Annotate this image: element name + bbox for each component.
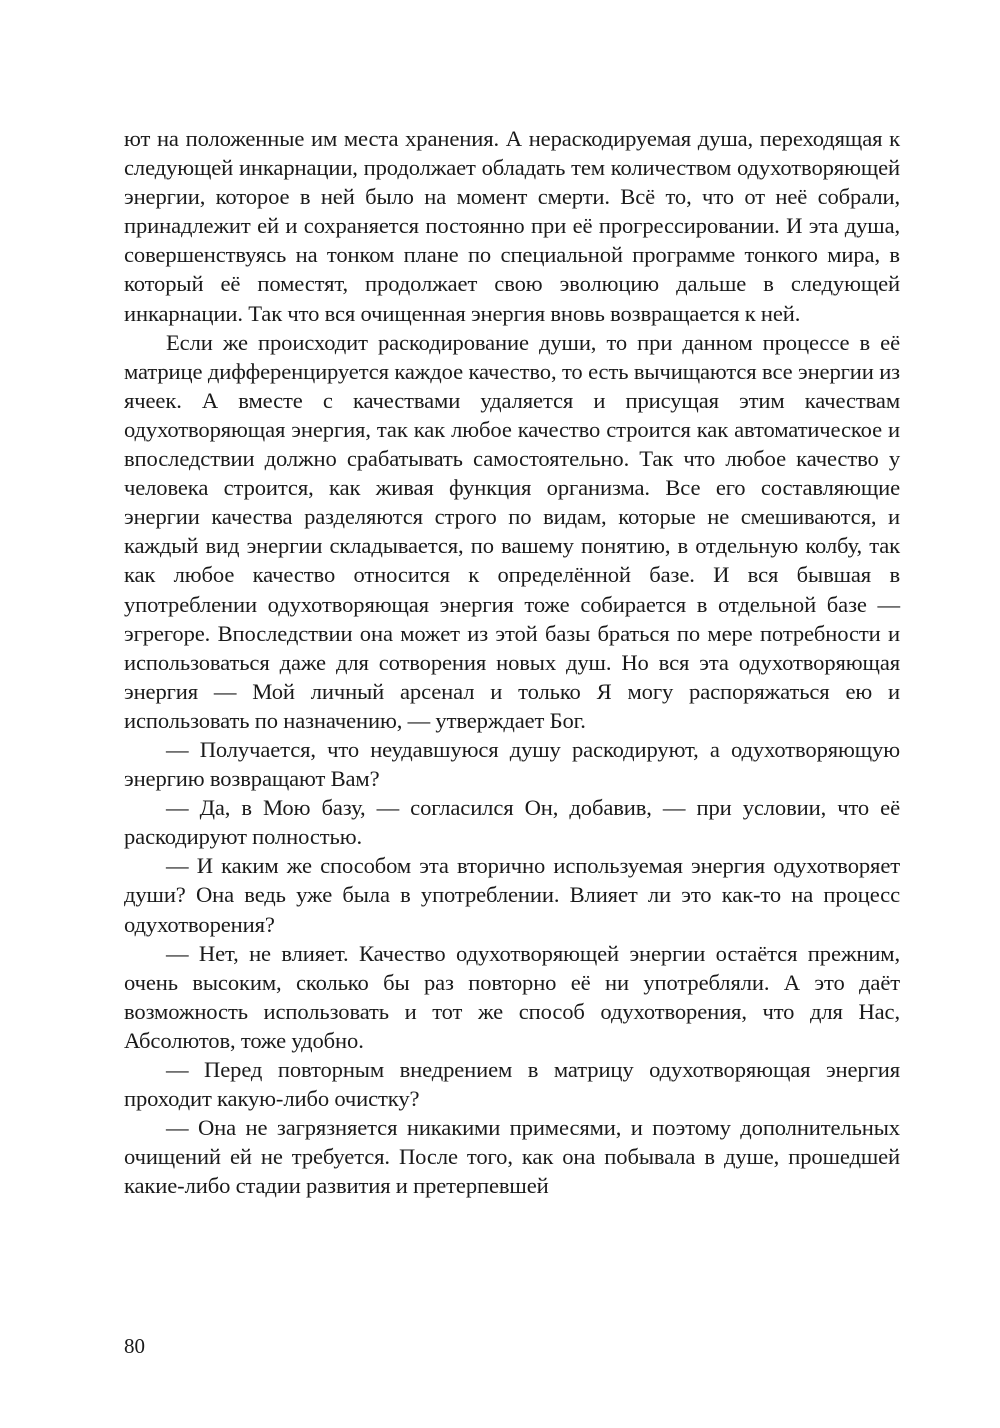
dialogue-paragraph: — Нет, не влияет. Качество одухотворяющей энергии остаётся прежним, очень высоким, сколько бы раз повторно её ни употребляли. А это даёт возможность использовать и тот же способ одухотворения, что для Нас, Абсолютов, тоже удобно. [124,940,900,1053]
paragraph: Если же происходит раскодирование души, то при данном процессе в её матрице дифференцируется каждое качество, то есть вычищаются все энергии из ячеек. А вместе с качествами удаляется и присущая этим качествам одухотворяющая энергия, так как любое качество строится как автоматическое и впоследствии должно срабатывать самостоятельно. Так что любое качество у человека строится, как живая функция организма. Все его составляющие энергии качества разделяются строго по видам, которые не смешиваются, и каждый вид энергии складывается, по вашему понятию, в отдельную колбу, так как любое качество относится к определённой базе. И вся бывшая в употреблении одухотворяющая энергия тоже собирается в отдельной базе — эгрегоре. Впоследствии она может из этой базы браться по мере потребности и использоваться даже для сотворения новых душ. Но вся эта одухотворяющая энергия — Мой личный арсенал и только Я могу распоряжаться ею и использовать по назначению, — утверждает Бог. [124,329,900,733]
text-column [124,124,900,1200]
dialogue-paragraph: — Да, в Мою базу, — согласился Он, добавив, — при условии, что её раскодируют полностью. [124,795,900,850]
dialogue-paragraph: — Получается, что неудавшуюся душу раскодируют, а одухотворяющую энергию возвращают Вам? [124,736,900,792]
dialogue-paragraph: — И каким же способом эта вторично используемая энергия одухотворяет души? Она ведь уже была в употреблении. Влияет ли это как-то на процесс одухотворения? [124,853,900,937]
paragraph-continuation: ют на положенные им места хранения. А нераскодируемая душа, переходящая к следующей инкарнации, продолжает обладать тем количеством одухотворяющей энергии, которое в ней было на момент смерти. Всё то, что от неё собрали, принадлежит ей и сохраняется постоянно при её прогрессировании. И эта душа, совершенствуясь на тонком плане по специальной программе тонкого мира, в который её поместят, продолжает свою эволюцию дальше в следующей инкарнации. Так что вся очищенная энергия вновь возвращается к ней. [124,126,900,326]
dialogue-paragraph: — Перед повторным внедрением в матрицу одухотворяющая энергия проходит какую-либо очистку? [124,1057,900,1112]
dialogue-paragraph: — Она не загрязняется никакими примесями, и поэтому дополнительных очищений ей не требуется. После того, как она побывала в душе, прошедшей какие-либо стадии развития и претерпевшей [124,1115,900,1199]
page-number: 80 [124,1334,145,1358]
